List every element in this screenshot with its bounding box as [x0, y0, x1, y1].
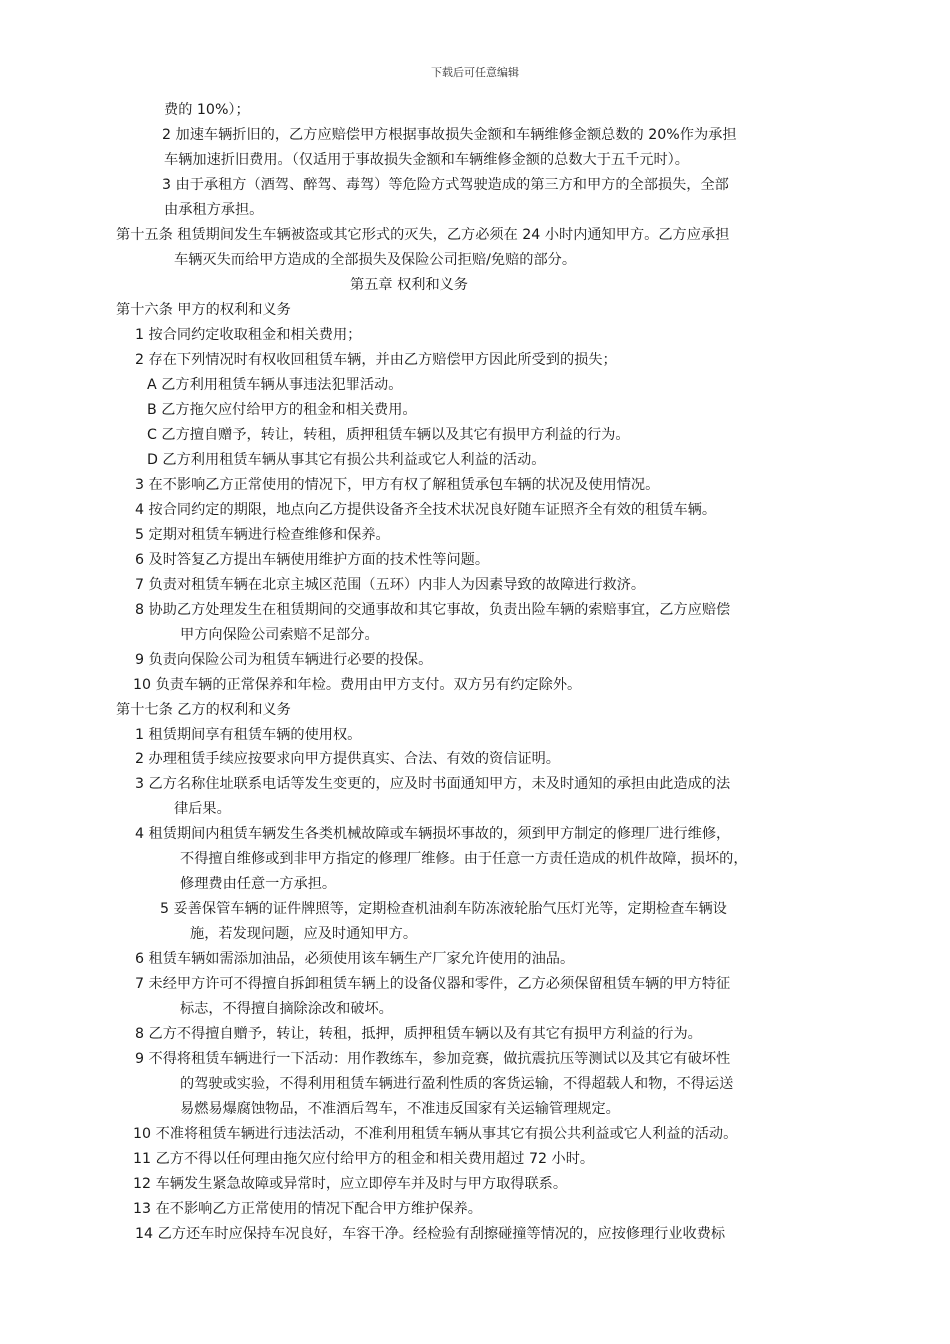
text-line: 易燃易爆腐蚀物品，不准酒后驾车，不准违反国家有关运输管理规定。: [180, 1101, 620, 1118]
text-line: 12 车辆发生紧急故障或异常时，应立即停车并及时与甲方取得联系。: [133, 1176, 568, 1193]
text-line: 7 未经甲方许可不得擅自拆卸租赁车辆上的设备仪器和零件，乙方必须保留租赁车辆的甲方特征: [135, 976, 731, 993]
text-line: 11 乙方不得以任何理由拖欠应付给甲方的租金和相关费用超过 72 小时。: [133, 1151, 595, 1168]
text-line: 3 在不影响乙方正常使用的情况下，甲方有权了解租赁承包车辆的状况及使用情况。: [135, 476, 660, 493]
text-line: 车辆灭失而给甲方造成的全部损失及保险公司拒赔/免赔的部分。: [174, 251, 577, 268]
text-line: 标志，不得擅自摘除涂改和破坏。: [180, 1001, 393, 1018]
text-line: 3 乙方名称住址联系电话等发生变更的，应及时书面通知甲方，未及时通知的承担由此造成的法: [135, 776, 731, 793]
text-line: 1 租赁期间享有租赁车辆的使用权。: [135, 726, 362, 743]
text-line: 2 办理租赁手续应按要求向甲方提供真实、合法、有效的资信证明。: [135, 751, 560, 768]
text-line: 由承租方承担。: [164, 201, 264, 218]
text-line: B 乙方拖欠应付给甲方的租金和相关费用。: [147, 401, 417, 418]
text-line: 5 妥善保管车辆的证件牌照等，定期检查机油刹车防冻液轮胎气压灯光等，定期检查车辆设: [160, 901, 727, 918]
text-line: C 乙方擅自赠予，转让，转租，质押租赁车辆以及其它有损甲方利益的行为。: [147, 426, 630, 443]
text-line: D 乙方利用租赁车辆从事其它有损公共利益或它人利益的活动。: [147, 451, 546, 468]
text-line: 6 及时答复乙方提出车辆使用维护方面的技术性等问题。: [135, 551, 490, 568]
text-line: 9 不得将租赁车辆进行一下活动：用作教练车，参加竞赛，做抗震抗压等测试以及其它有破坏性: [135, 1051, 731, 1068]
text-line: 2 存在下列情况时有权收回租赁车辆，并由乙方赔偿甲方因此所受到的损失；: [135, 351, 617, 368]
text-line: 修理费由任意一方承担。: [180, 876, 337, 893]
text-line: 第十五条 租赁期间发生车辆被盗或其它形式的灭失，乙方必须在 24 小时内通知甲方。乙方应承担: [116, 226, 730, 243]
text-line: 8 协助乙方处理发生在租赁期间的交通事故和其它事故，负责出险车辆的索赔事宜，乙方应赔偿: [135, 601, 731, 618]
text-line: 的驾驶或实验，不得利用租赁车辆进行盈利性质的客货运输，不得超载人和物，不得运送: [180, 1076, 734, 1093]
text-line: 第十六条 甲方的权利和义务: [116, 301, 291, 318]
text-line: 6 租赁车辆如需添加油品，必须使用该车辆生产厂家允许使用的油品。: [135, 951, 575, 968]
text-line: 10 负责车辆的正常保养和年检。费用由甲方支付。双方另有约定除外。: [133, 676, 582, 693]
text-line: 5 定期对租赁车辆进行检查维修和保养。: [135, 526, 390, 543]
text-line: 13 在不影响乙方正常使用的情况下配合甲方维护保养。: [133, 1201, 482, 1218]
text-line: 车辆加速折旧费用。（仅适用于事故损失金额和车辆维修金额的总数大于五千元时）。: [164, 151, 689, 168]
text-line: 第十七条 乙方的权利和义务: [116, 701, 291, 718]
text-line: 不得擅自维修或到非甲方指定的修理厂维修。由于任意一方责任造成的机件故障，损坏的，: [180, 851, 748, 868]
text-line: 费的 10%）；: [164, 102, 250, 118]
text-line: 10 不准将租赁车辆进行违法活动，不准利用租赁车辆从事其它有损公共利益或它人利益的活动。: [133, 1126, 738, 1143]
text-line: 8 乙方不得擅自赠予，转让，转租，抵押，质押租赁车辆以及有其它有损甲方利益的行为。: [135, 1026, 702, 1043]
text-line: 甲方向保险公司索赔不足部分。: [180, 626, 379, 643]
text-line: 14 乙方还车时应保持车况良好，车容干净。经检验有刮擦碰撞等情况的，应按修理行业收费标: [135, 1226, 726, 1243]
text-line: 施，若发现问题，应及时通知甲方。: [190, 926, 418, 943]
text-line: 2 加速车辆折旧的，乙方应赔偿甲方根据事故损失金额和车辆维修金额总数的 20%作为承担: [162, 126, 737, 143]
text-line: 7 负责对租赁车辆在北京主城区范围（五环）内非人为因素导致的故障进行救济。: [135, 576, 646, 593]
chapter-heading: 第五章 权利和义务: [350, 276, 469, 293]
text-line: 4 按合同约定的期限，地点向乙方提供设备齐全技术状况良好随车证照齐全有效的租赁车辆。: [135, 501, 717, 518]
page-header: 下载后可任意编辑: [431, 66, 519, 79]
text-line: A 乙方利用租赁车辆从事违法犯罪活动。: [147, 376, 403, 393]
text-line: 4 租赁期间内租赁车辆发生各类机械故障或车辆损坏事故的，须到甲方制定的修理厂进行维修，: [135, 826, 731, 843]
text-line: 律后果。: [174, 801, 231, 818]
text-line: 3 由于承租方（酒驾、醉驾、毒驾）等危险方式驾驶造成的第三方和甲方的全部损失，全部: [162, 176, 729, 193]
text-line: 9 负责向保险公司为租赁车辆进行必要的投保。: [135, 651, 433, 668]
text-line: 1 按合同约定收取租金和相关费用；: [135, 326, 362, 343]
